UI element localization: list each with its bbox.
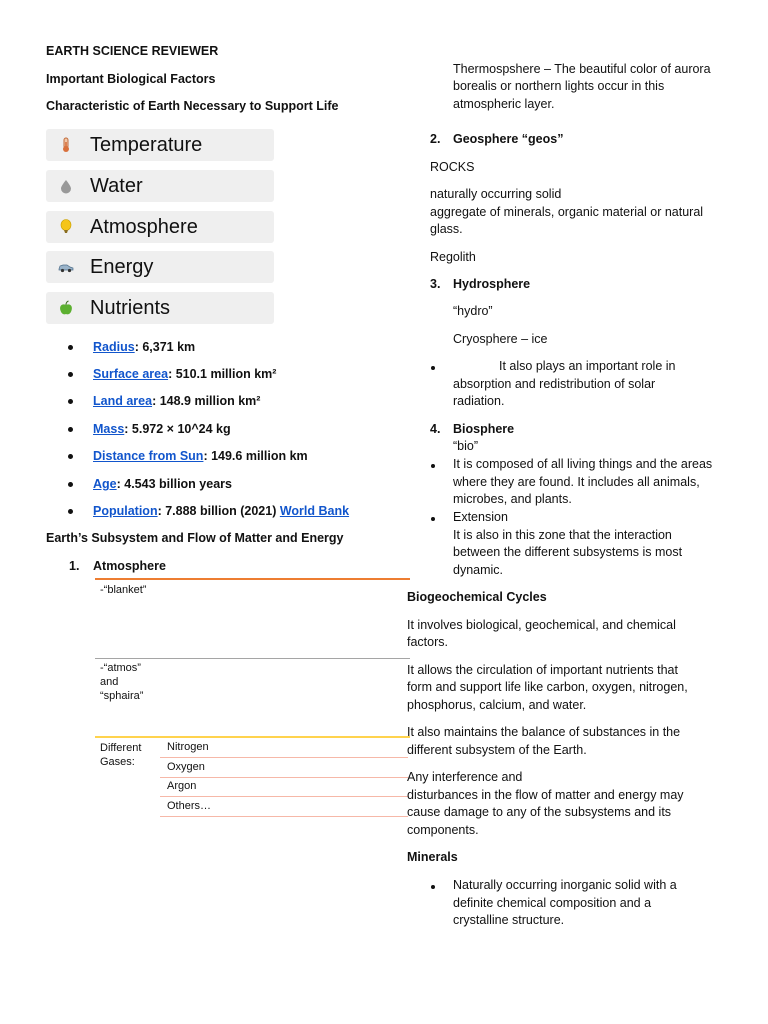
- biogeochemical-heading: Biogeochemical Cycles: [407, 590, 547, 604]
- factor-label: Water: [90, 175, 143, 197]
- gas-argon: Argon: [167, 780, 197, 792]
- gas-divider: [160, 816, 408, 817]
- factor-atmosphere: [46, 211, 274, 243]
- apple-icon: [58, 300, 74, 316]
- bullet: [431, 517, 435, 521]
- factor-nutrients: [46, 292, 274, 324]
- gas-divider: [160, 796, 408, 797]
- fact-distance: Distance from Sun: 149.6 million km: [93, 449, 308, 463]
- link-radius[interactable]: Radius: [93, 340, 135, 354]
- regolith-label: Regolith: [430, 250, 476, 264]
- bullet: [68, 482, 76, 490]
- cycles-p2-line-3: phosphorus, calcium, and water.: [407, 698, 587, 712]
- atmos-label-3: “sphaira”: [100, 690, 144, 702]
- link-distance-from-sun[interactable]: Distance from Sun: [93, 449, 204, 463]
- minerals-line-3: crystalline structure.: [453, 913, 565, 927]
- gas-oxygen: Oxygen: [167, 761, 205, 773]
- cycles-p2-line-2: form and support life like carbon, oxygen, nitrogen,: [407, 680, 688, 694]
- cycles-p4-line-4: components.: [407, 823, 479, 837]
- list-number: 1.: [69, 559, 80, 573]
- bullet: [431, 366, 435, 370]
- thermometer-icon: [58, 137, 74, 153]
- bullet: [68, 509, 76, 517]
- fact-land-area: Land area: 148.9 million km²: [93, 394, 261, 408]
- bio-bullet1-line-3: microbes, and plants.: [453, 492, 572, 506]
- geosphere-heading: Geosphere “geos”: [453, 132, 564, 146]
- divider-yellow: [95, 736, 410, 738]
- rocks-def-2: aggregate of minerals, organic material or natural: [430, 205, 704, 219]
- document-title: EARTH SCIENCE REVIEWER: [46, 44, 219, 58]
- cycles-p3-line-1: It also maintains the balance of substances in the: [407, 725, 681, 739]
- hydro-bullet-line-3: radiation.: [453, 394, 505, 408]
- bio-bullet2-line-1: Extension: [453, 510, 508, 524]
- cycles-p4-line-1: Any interference and: [407, 770, 523, 784]
- gas-others: Others…: [167, 800, 212, 812]
- list-number: 3.: [430, 277, 441, 291]
- hydrosphere-heading: Hydrosphere: [453, 277, 531, 291]
- link-mass[interactable]: Mass: [93, 422, 125, 436]
- list-number: 4.: [430, 422, 441, 436]
- factor-label: Energy: [90, 256, 154, 278]
- cycles-p4-line-3: cause damage to any of the subsystems and its: [407, 805, 672, 819]
- thermo-line-3: atmospheric layer.: [453, 97, 555, 111]
- rocks-label: ROCKS: [430, 160, 475, 174]
- bullet: [68, 454, 76, 462]
- bullet: [68, 372, 76, 380]
- cycles-p2-line-1: It allows the circulation of important nutrients that: [407, 663, 678, 677]
- cycles-p1-line-2: factors.: [407, 635, 448, 649]
- car-icon: [58, 259, 74, 275]
- bio-bullet1-line-2: where they are found. It includes all animals,: [453, 475, 700, 489]
- link-surface-area[interactable]: Surface area: [93, 367, 169, 381]
- minerals-line-1: Naturally occurring inorganic solid with a: [453, 878, 677, 892]
- bullet: [68, 427, 76, 435]
- bio-bullet2-line-2: It is also in this zone that the interaction: [453, 528, 672, 542]
- link-age[interactable]: Age: [93, 477, 117, 491]
- factor-temperature: [46, 129, 274, 161]
- cycles-p3-line-2: different subsystem of the Earth.: [407, 743, 587, 757]
- fact-radius: Radius: 6,371 km: [93, 340, 196, 354]
- thermo-line-1: Thermospshere – The beautiful color of aurora: [453, 62, 711, 76]
- gases-label-1: Different: [100, 742, 142, 754]
- fact-population: Population: 7.888 billion (2021) World Bank: [93, 504, 350, 518]
- gases-label-2: Gases:: [100, 756, 135, 768]
- subsystem-heading: Earth’s Subsystem and Flow of Matter and Energy: [46, 531, 344, 545]
- subtitle-characteristics: Characteristic of Earth Necessary to Support Life: [46, 99, 339, 113]
- minerals-line-2: definite chemical composition and a: [453, 896, 652, 910]
- bio-bullet1-line-1: It is composed of all living things and the areas: [453, 457, 713, 471]
- blanket-label: -“blanket”: [100, 584, 147, 596]
- cycles-p1-line-1: It involves biological, geochemical, and chemical: [407, 618, 676, 632]
- water-drop-icon: [58, 178, 74, 194]
- atmosphere-heading: Atmosphere: [93, 559, 166, 573]
- atmos-label-1: -“atmos”: [100, 662, 141, 674]
- bullet: [68, 345, 76, 353]
- link-world-bank[interactable]: World Bank: [279, 504, 350, 518]
- divider-orange: [95, 578, 410, 580]
- atmos-label-2: and: [100, 676, 119, 688]
- factor-energy: [46, 251, 274, 283]
- fact-age: Age: 4.543 billion years: [93, 477, 232, 491]
- link-land-area[interactable]: Land area: [93, 394, 153, 408]
- minerals-heading: Minerals: [407, 850, 458, 864]
- hydro-word: “hydro”: [453, 304, 493, 318]
- subtitle-biological-factors: Important Biological Factors: [46, 72, 216, 86]
- cryosphere-label: Cryosphere – ice: [453, 332, 548, 346]
- gas-divider: [160, 757, 408, 758]
- bio-bullet2-line-4: dynamic.: [453, 563, 504, 577]
- hydro-bullet-line-2: absorption and redistribution of solar: [453, 377, 656, 391]
- factor-label: Nutrients: [90, 297, 171, 319]
- link-population[interactable]: Population: [93, 504, 158, 518]
- balloon-icon: [58, 219, 74, 235]
- factor-water: [46, 170, 274, 202]
- bullet: [431, 464, 435, 468]
- gas-divider: [160, 777, 408, 778]
- bullet: [431, 885, 435, 889]
- bio-word: “bio”: [453, 439, 479, 453]
- factor-label: Atmosphere: [90, 216, 198, 238]
- factor-label: Temperature: [90, 134, 203, 156]
- rocks-def-1: naturally occurring solid: [430, 187, 562, 201]
- biosphere-heading: Biosphere: [453, 422, 515, 436]
- divider-gray: [95, 658, 410, 659]
- gas-nitrogen: Nitrogen: [167, 741, 209, 753]
- fact-surface-area: Surface area: 510.1 million km²: [93, 367, 277, 381]
- thermo-line-2: borealis or northern lights occur in this: [453, 79, 665, 93]
- cycles-p4-line-2: disturbances in the flow of matter and energy may: [407, 788, 684, 802]
- rocks-def-3: glass.: [430, 222, 463, 236]
- bullet: [68, 399, 76, 407]
- fact-mass: Mass: 5.972 × 10^24 kg: [93, 422, 231, 436]
- hydro-bullet-line-1: It also plays an important role in: [499, 359, 676, 373]
- list-number: 2.: [430, 132, 441, 146]
- bio-bullet2-line-3: between the different subsystems is most: [453, 545, 683, 559]
